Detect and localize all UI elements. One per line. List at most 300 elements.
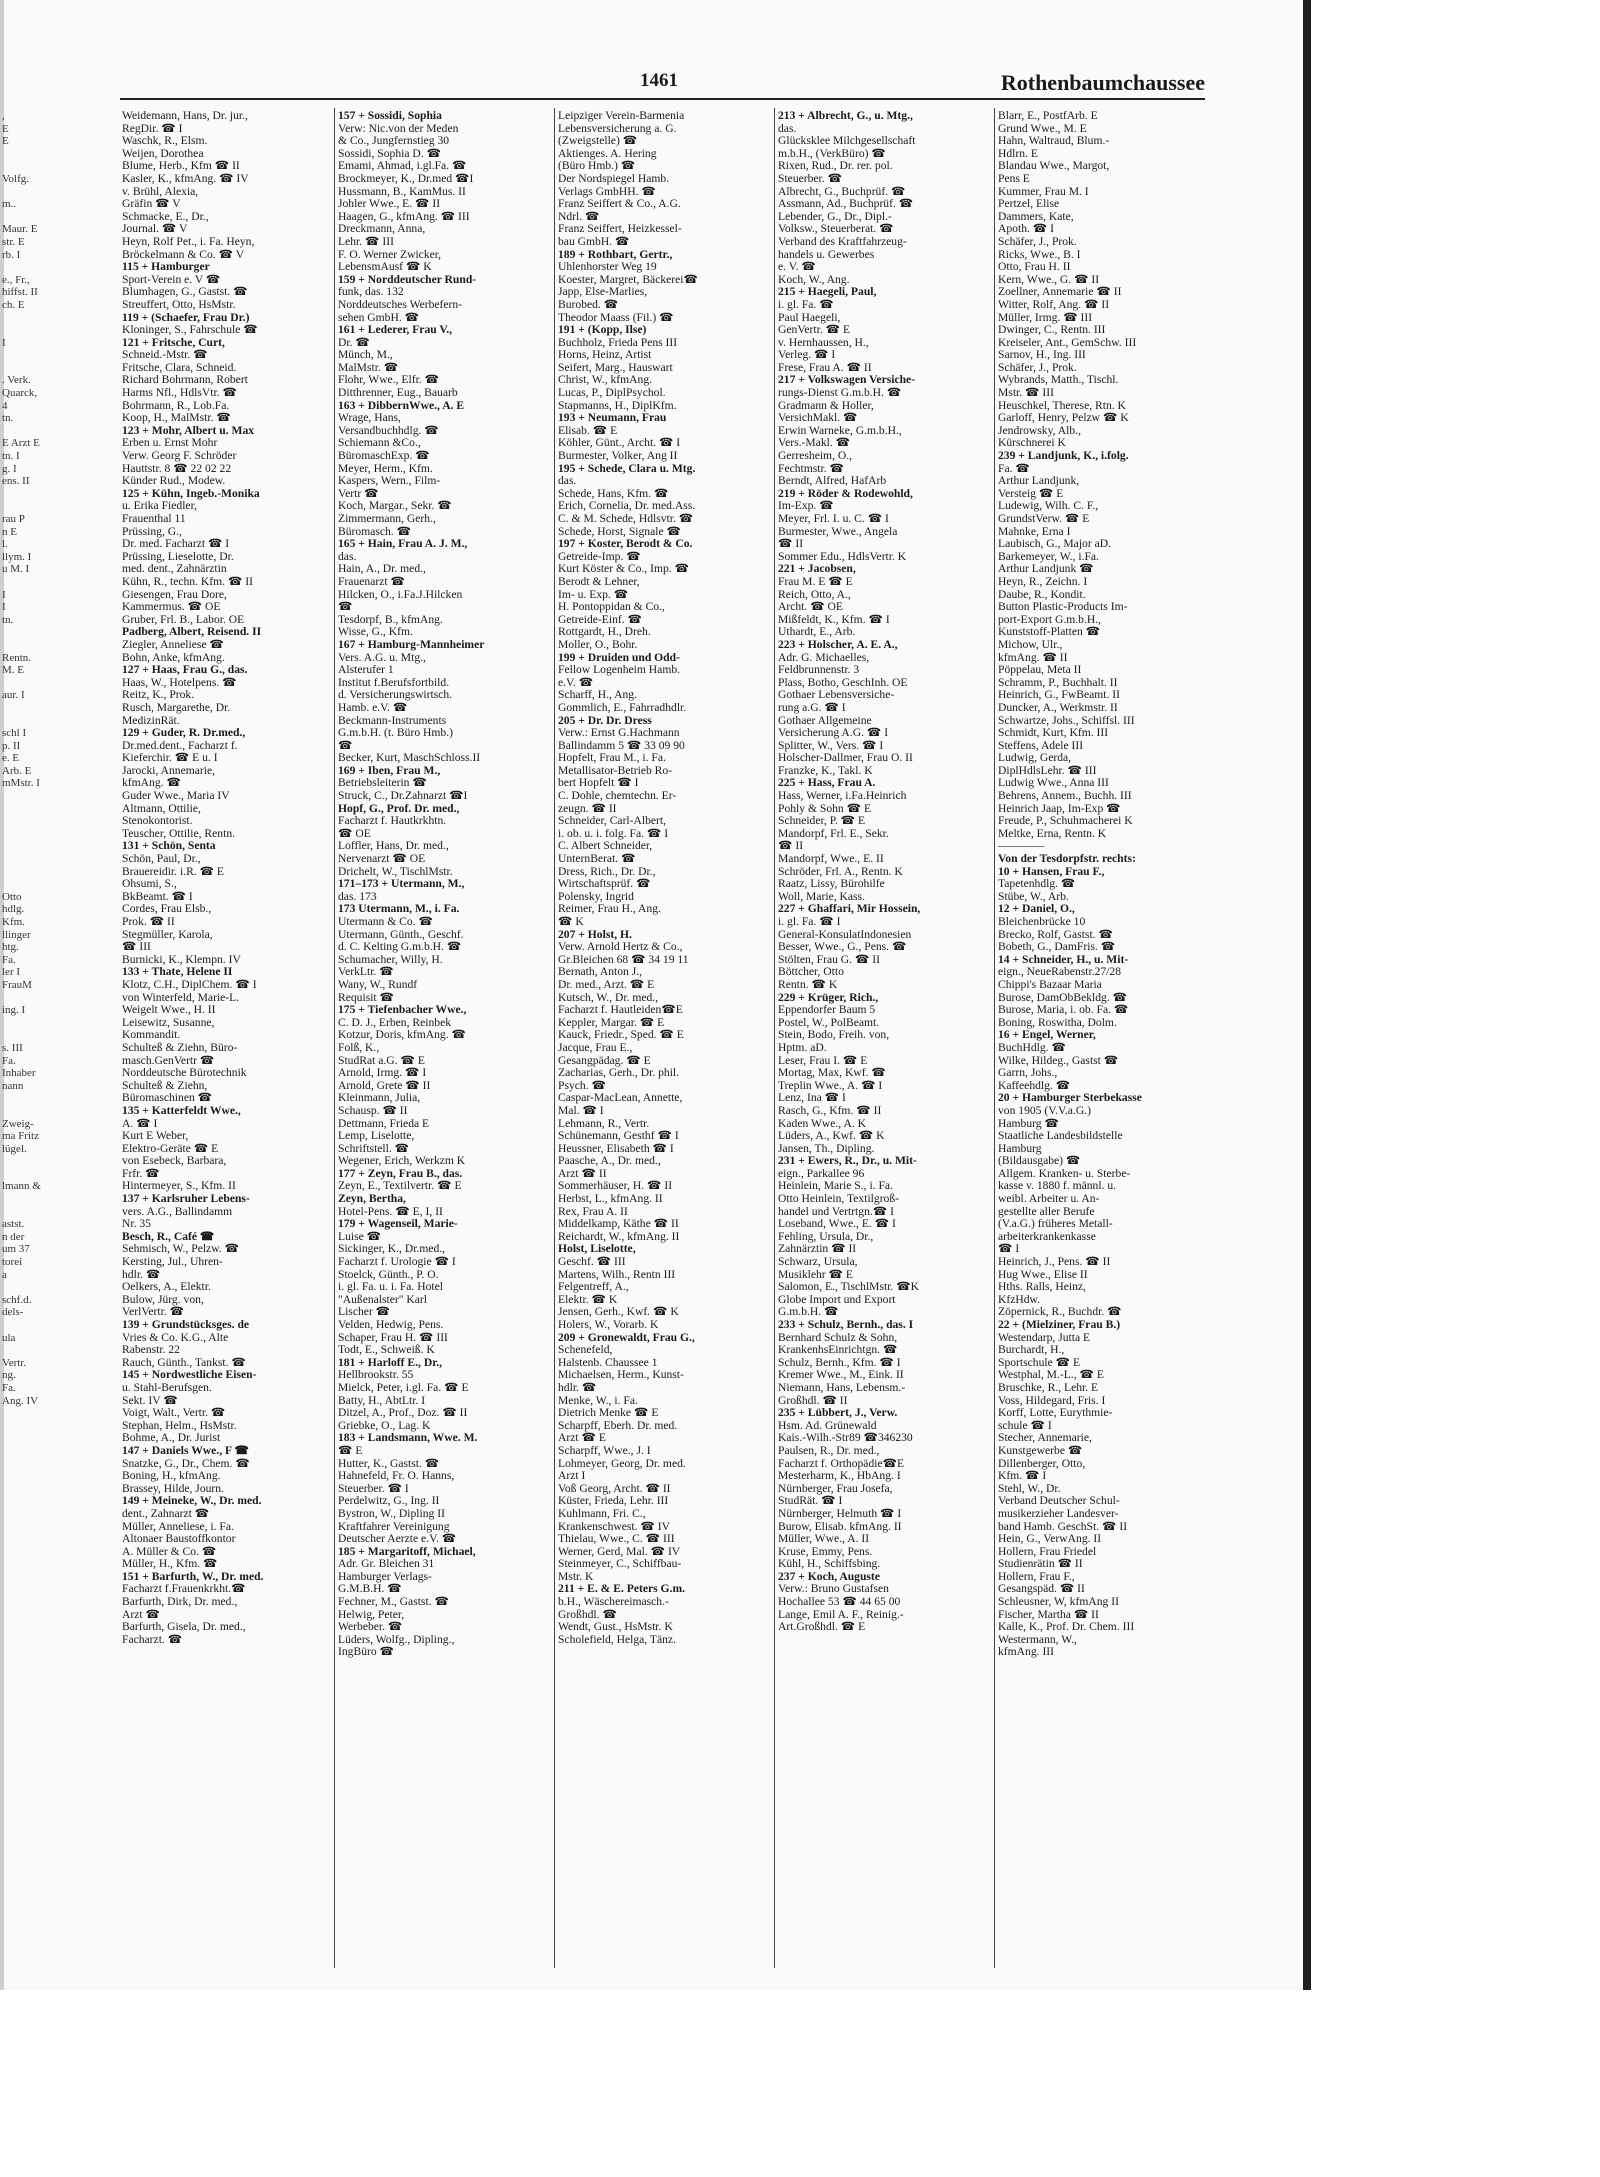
directory-entry: eign., NeueRabenstr.27/28 [998,966,1121,979]
directory-entry: Kühl, H., Schiffsbing. [778,1558,881,1571]
directory-entry: Scharff, H., Ang. [558,689,637,702]
directory-entry: Bohrmann, R., Lob.Fa. [122,399,230,412]
edge-fragment: s. III [2,1041,23,1054]
directory-entry: Mandorpf, Wwe., E. II [778,853,884,866]
directory-entry: Zeyn, Bertha, [338,1193,406,1206]
directory-entry: Schede, Hans, Kfm. ☎ [558,487,669,500]
column-3 [558,110,770,1980]
directory-entry: Versteig ☎ E [998,487,1064,500]
directory-entry: 14 + Schneider, H., u. Mit- [998,953,1129,966]
directory-entry: Brassey, Hilde, Journ. [122,1482,224,1495]
directory-entry: 165 + Hain, Frau A. J. M., [338,538,468,551]
directory-entry: Besser, Wwe., G., Pens. ☎ [778,941,907,954]
directory-entry: 205 + Dr. Dr. Dress [558,714,652,727]
directory-entry: Chippi's Bazaar Maria [998,978,1102,991]
directory-entry: i. gl. Fa. ☎ I [778,916,841,928]
directory-entry: Arthur Landjunk, [998,475,1080,488]
directory-entry: Freude, P., Schuhmacherei K [998,815,1133,828]
directory-entry: Raatz, Lissy, Bürohilfe [778,878,885,891]
directory-entry: Keppler, Margar. ☎ E [558,1016,665,1029]
directory-entry: 231 + Ewers, R., Dr., u. Mit- [778,1155,917,1168]
edge-fragment [2,1092,56,1105]
edge-fragment: , [2,110,5,122]
edge-fragment [2,261,56,274]
directory-entry: Lange, Emil A. F., Reinig.- [778,1608,904,1621]
directory-entry: Michaelsen, Herm., Kunst- [558,1369,684,1382]
edge-fragment: m.. [2,198,17,211]
edge-fragment [2,1206,56,1219]
directory-entry: Erwin Warneke, G.m.b.H., [778,424,902,437]
directory-entry: Prüssing, Lieselotte, Dr. [122,550,234,563]
directory-entry: 219 + Röder & Rodewohld, [778,487,913,500]
directory-entry: Zimmermann, Gerh., [338,513,436,525]
directory-entry: Snatzke, G., Dr., Chem. ☎ [122,1457,250,1470]
directory-entry: Witter, Rolf, Ang. ☎ II [998,298,1110,311]
edge-fragment: ler I [2,966,21,979]
directory-entry: Verlags GmbHH. ☎ [558,185,656,198]
directory-entry: Steuerber. ☎ [778,172,843,185]
directory-entry: Berndt, Alfred, HafArb [778,475,887,488]
directory-entry: Mortag, Max, Kwf. ☎ [778,1067,886,1080]
directory-entry: Fechtmstr. ☎ [778,462,844,475]
directory-entry: gestellte aller Berufe [998,1205,1095,1218]
directory-entry: Hug Wwe., Elise II [998,1268,1088,1281]
directory-entry: Burchardt, H., [998,1344,1065,1357]
directory-entry: Schulz, Bernh., Kfm. ☎ I [778,1356,901,1369]
edge-fragment [2,312,56,325]
directory-entry: Hahn, Waltraud, Blum.- [998,135,1110,148]
directory-entry: ☎ I [998,1243,1020,1256]
directory-entry: Verleg. ☎ I [778,349,836,362]
directory-entry: 235 + Lübbert, J., Verw. [778,1407,898,1420]
directory-entry: Koch, W., Ang. [778,273,850,286]
directory-entry: Müller, Irmg. ☎ III [998,311,1093,324]
directory-entry: 171–173 + Utermann, M., [338,878,465,891]
directory-entry: Loseband, Wwe., E. ☎ I [778,1218,896,1231]
directory-entry: 211 + E. & E. Peters G.m. [558,1583,686,1596]
directory-entry: Schünemann, Gesthf ☎ I [558,1130,679,1143]
directory-entry: vers. A.G., Ballindamm [122,1205,233,1218]
directory-entry: Vers.-Makl. ☎ [778,437,851,450]
directory-entry: ☎ II [778,840,804,853]
edge-fragment: Ang. IV [2,1394,39,1407]
directory-entry: C. D. J., Erben, Reinbek [338,1016,452,1029]
directory-entry: Middelkamp, Käthe ☎ II [558,1218,679,1231]
directory-entry: Prok. ☎ II [122,916,175,928]
directory-entry: 163 + DibbernWwe., A. E [338,399,465,412]
directory-entry: Heinrich, J., Pens. ☎ II [998,1256,1111,1269]
directory-entry: 223 + Holscher, A. E. A., [778,638,898,651]
directory-entry: Schmidt, Kurt, Kfm. III [998,727,1109,740]
edge-fragment: Fa. [2,1054,16,1067]
directory-entry: 199 + Druiden und Odd- [558,651,680,664]
directory-entry: 22 + (Mielziner, Frau B.) [998,1319,1121,1331]
directory-entry: Oelkers, A., Elektr. [122,1281,211,1294]
directory-entry: Batty, H., AbtLtr. I [338,1394,426,1407]
directory-entry: Frauenthal 11 [122,513,186,525]
edge-fragment: ng. [2,1369,16,1382]
directory-entry: sehen GmbH. ☎ [338,311,420,324]
directory-entry: 209 + Gronewaldt, Frau G., [558,1331,695,1344]
directory-entry: kfmAng. ☎ [122,777,181,790]
directory-entry: med. dent., Zahnärztin [122,563,227,576]
directory-entry: Blarr, E., PostfArb. E [998,110,1098,122]
directory-entry: Schmacke, E., Dr., [122,210,209,223]
directory-entry: Martens, Wilh., Rentn III [558,1268,676,1281]
directory-entry: Staatliche Landesbildstelle [998,1130,1123,1143]
directory-entry: Vertr ☎ [338,487,379,500]
directory-entry: Heuschkel, Therese, Rtn. K [998,399,1126,412]
directory-entry: Wilke, Hildeg., Gastst ☎ [998,1054,1119,1067]
directory-entry: Brecko, Rolf, Gastst. ☎ [998,928,1113,941]
directory-entry: Lohmeyer, Georg, Dr. med. [558,1457,686,1470]
directory-entry: Weigelt Wwe., H. II [122,1004,216,1017]
directory-entry: Brockmeyer, K., Dr.med ☎I [338,172,474,185]
directory-entry: 237 + Koch, Auguste [778,1570,880,1583]
directory-entry: Dwinger, C., Rentn. III [998,324,1106,337]
directory-entry: & Co., Jungfernstieg 30 [338,135,450,148]
edge-fragment [2,186,56,199]
directory-entry: Kraftfahrer Vereinigung [338,1520,450,1533]
edge-fragment [2,878,56,891]
edge-fragment: I [2,601,6,614]
edge-fragment: FrauM [2,978,32,991]
directory-entry: Burmester, Volker, Ang II [558,450,678,463]
directory-entry: 127 + Haas, Frau G., das. [122,664,248,677]
directory-entry: Korff, Lotte, Eurythmie- [998,1407,1113,1420]
directory-entry: ☎ OE [338,827,371,840]
directory-entry: Bernhard Schulz & Sohn, [778,1331,898,1344]
directory-entry: Lüders, Wolfg., Dipling., [338,1633,455,1646]
directory-entry: von 1905 (V.V.a.G.) [998,1104,1091,1117]
directory-entry: Padberg, Albert, Reisend. II [122,626,262,639]
directory-entry: 217 + Volkswagen Versiche- [778,374,916,387]
directory-entry: Schleusner, W, kfmAng II [998,1596,1119,1609]
directory-entry: Dettmann, Frieda E [338,1117,430,1130]
directory-entry: Verband Deutscher Schul- [998,1495,1120,1508]
directory-entry: Koester, Margret, Bäckerei☎ [558,273,698,286]
edge-fragment: e. E [2,752,20,765]
directory-entry: 207 + Holst, H. [558,928,632,941]
directory-entry: Wrage, Hans, [338,412,401,425]
directory-entry: Erich, Cornelia, Dr. med.Ass. [558,500,696,513]
directory-entry: KrankenhsEinrichtgn. ☎ [778,1344,898,1357]
directory-entry: G.m.b.H. ☎ [778,1306,839,1319]
directory-entry: Heinlein, Marie S., i. Fa. [778,1180,893,1193]
directory-entry: rung a.G. ☎ I [778,701,846,714]
directory-entry: Hamburger Verlags- [338,1570,432,1583]
directory-entry: Hellbrookstr. 55 [338,1369,414,1382]
directory-entry: Schaper, Frau H. ☎ III [338,1331,448,1344]
directory-entry: Kais.-Wilh.-Str89 ☎346230 [778,1432,913,1445]
directory-entry: 227 + Ghaffari, Mir Hossein, [778,903,921,916]
directory-entry: Westermann, W., [998,1633,1077,1646]
directory-entry: Fritsche, Clara, Schneid. [122,361,237,374]
directory-entry: 229 + Krüger, Rich., [778,991,879,1004]
directory-entry: Im- u. Exp. ☎ [558,588,629,601]
directory-entry: Todt, E., Schweiß. K [338,1344,435,1357]
edge-fragment [2,500,56,513]
directory-entry: VerlVertr. ☎ [122,1306,185,1319]
directory-entry: Loffler, Hans, Dr. med., [338,840,449,853]
directory-entry: Hain, A., Dr. med., [338,563,426,576]
directory-entry: Guder Wwe., Maria IV [122,790,230,803]
edge-fragment: E [2,135,9,148]
directory-entry: Wegener, Erich, Werkzm K [338,1155,466,1168]
edge-fragment: ma Fritz [2,1130,39,1143]
directory-entry: Barfurth, Gisela, Dr. med., [122,1621,246,1634]
directory-entry: Hussmann, B., KamMus. II [338,185,466,198]
directory-entry: Plass, Botho, GeschInh. OE [778,676,908,689]
directory-entry: Stein, Bodo, Freih. von, [778,1029,890,1042]
edge-fragment: hiffst. II [2,286,38,299]
directory-entry: 135 + Katterfeldt Wwe., [122,1104,241,1117]
edge-fragment: Maur. E [2,223,38,236]
directory-entry: Globe Import und Export [778,1293,896,1306]
directory-entry: Meyer, Frl. I. u. C. ☎ I [778,513,889,525]
directory-entry: Elisab. ☎ E [558,424,618,437]
directory-entry: C. & M. Schede, Hdlsvtr. ☎ [558,513,694,525]
directory-entry: Arnold, Irmg. ☎ I [338,1067,427,1080]
directory-entry: Holers, W., Vorarb. K [558,1319,659,1331]
directory-entry: e.V. ☎ [558,676,594,689]
directory-entry: 191 + (Kopp, Ilse) [558,324,647,337]
directory-entry: Griebke, O., Lag. K [338,1419,431,1432]
directory-entry: u. Erika Fiedler, [122,500,197,513]
directory-entry: Caspar-MacLean, Annette, [558,1092,683,1105]
directory-entry: Rixen, Rud., Dr. rer. pol. [778,160,893,173]
directory-entry: G.m.b.H. (t. Büro Hmb.) [338,727,453,740]
directory-entry: Holscher-Dallmer, Frau O. II [778,752,913,765]
directory-entry: Behrens, Annem., Buchh. III [998,790,1132,803]
directory-entry: Waschk, R., Elsm. [122,135,208,148]
directory-entry: Heyn, R., Zeichn. I [998,575,1088,588]
edge-fragment: mMstr. I [2,777,40,790]
directory-entry: Stübe, W., Arb. [998,890,1069,903]
directory-entry: Kühn, R., techn. Kfm. ☎ II [122,575,254,588]
directory-entry: Feldbrunnenstr. 3 [778,664,860,677]
edge-fragment [2,1168,56,1181]
directory-entry: Meyer, Herm., Kfm. [338,462,433,475]
directory-entry: Kurt E Weber, [122,1130,189,1143]
directory-entry: 213 + Albrecht, G., u. Mtg., [778,110,913,122]
directory-entry: Hochallee 53 ☎ 44 65 00 [778,1596,901,1609]
directory-entry: Ditzel, A., Prof., Doz. ☎ II [338,1407,468,1420]
edge-fragment: llinger [2,928,31,941]
directory-entry: 157 + Sossidi, Sophia [338,110,442,122]
directory-entry: Leipziger Verein-Barmenia [558,110,685,122]
directory-entry: Zacharias, Gerh., Dr. phil. [558,1067,680,1080]
directory-entry: Hauttstr. 8 ☎ 22 02 22 [122,462,232,475]
directory-entry: Kotzur, Doris, kfmAng. ☎ [338,1029,466,1042]
directory-entry: Kunststoff-Platten ☎ [998,626,1101,639]
directory-entry: Michow, Ulr., [998,638,1063,651]
edge-fragment [2,1017,56,1030]
directory-entry: Arnold, Grete ☎ II [338,1079,431,1092]
directory-entry: Rasch, G., Kfm. ☎ II [778,1104,882,1117]
directory-entry: 139 + Grundstücksges. de [122,1319,250,1331]
directory-entry: Stapmanns, H., DiplKfm. [558,399,677,412]
directory-entry: Teuscher, Ottilie, Rentn. [122,827,236,840]
directory-entry: Schriftstell. ☎ [338,1142,410,1155]
directory-entry: 121 + Fritsche, Curt, [122,336,225,349]
directory-entry: Beckmann-Instruments [338,714,447,727]
directory-entry: ☎ E [338,1444,363,1457]
directory-entry: Haagen, G., kfmAng. ☎ III [338,210,470,223]
column-2 [338,110,550,1980]
directory-entry: Gradmann & Holler, [778,399,874,412]
directory-entry: v. Hernhaussen, H., [778,336,869,349]
directory-entry: ☎ III [122,941,151,954]
directory-entry: Bruschke, R., Lehr. E [998,1381,1099,1394]
directory-entry: Postel, W., PolBeamt. [778,1016,880,1029]
directory-entry: Mandorpf, Frl. E., Sekr. [778,827,889,840]
directory-entry: Werbeber. ☎ [338,1621,403,1634]
directory-entry: C. Albert Schneider, [558,840,653,853]
directory-entry: Allgem. Kranken- u. Sterbe- [998,1167,1131,1180]
directory-entry: Burose, DamObBekldg. ☎ [998,991,1128,1004]
directory-entry: Dress, Rich., Dr. Dr., [558,865,656,878]
directory-entry: Volksw., Steuerberat. ☎ [778,223,894,236]
directory-entry: Schäfer, J., Prok. [998,361,1077,374]
edge-fragment: lmann & [2,1180,41,1193]
directory-entry: 169 + Iben, Frau M., [338,764,441,777]
directory-entry: Kremer Wwe., M., Eink. II [778,1369,904,1382]
directory-entry: Holst, Liselotte, [558,1243,636,1256]
directory-entry: Arzt ☎ II [558,1167,607,1180]
directory-entry: 129 + Guder, R. Dr.med., [122,727,246,740]
directory-entry: Müller, Wwe., A. II [778,1533,870,1546]
directory-entry: arbeiterkrankenkasse [998,1230,1096,1243]
directory-entry: Hahnefeld, Fr. O. Hanns, [338,1470,455,1483]
directory-entry: Tapetenhdlg. ☎ [998,878,1076,891]
directory-entry: Schramm, P., Buchhalt. II [998,676,1118,689]
directory-entry: Gruber, Frl. B., Labor. OE [122,613,245,626]
directory-entry: dent., Zahnarzt ☎ [122,1507,210,1520]
directory-entry: Voss, Hildegard, Fris. I [998,1394,1106,1407]
edge-fragment [2,803,56,816]
directory-entry: Hopf, G., Prof. Dr. med., [338,802,460,815]
directory-entry: Blumhagen, G., Gastst. ☎ [122,286,248,299]
directory-entry: Felgentreff, A., [558,1281,629,1294]
directory-entry: Herbst, L., kfmAng. II [558,1193,663,1206]
edge-fragment [2,488,56,501]
directory-entry: Jendrowsky, Alb., [998,424,1081,437]
edge-fragment: g. I [2,462,17,475]
directory-entry: Lehr. ☎ III [338,235,394,248]
directory-entry: Requisit ☎ [338,991,394,1004]
directory-entry: 189 + Rothbart, Gertr., [558,248,673,261]
directory-entry: Bulow, Jürg. von, [122,1293,204,1306]
directory-entry: Schön, Paul, Dr., [122,853,201,866]
directory-entry: Art.Großhdl. ☎ E [778,1621,866,1634]
directory-entry: VerkLtr. ☎ [338,966,394,979]
directory-entry: von Esebeck, Barbara, [122,1155,227,1168]
directory-entry: 197 + Koster, Berodt & Co. [558,538,693,551]
directory-entry: Von der Tesdorpfstr. rechts: [998,853,1136,866]
directory-entry: Voigt, Walt., Vertr. ☎ [122,1407,226,1420]
directory-entry: Sickinger, K., Dr.med., [338,1243,446,1256]
directory-entry: Hass, Werner, i.Fa.Heinrich [778,790,907,803]
directory-entry: Fechner, M., Gastst. ☎ [338,1596,449,1609]
directory-entry: Betriebsleiterin ☎ [338,777,427,790]
edge-fragment [2,1105,56,1118]
directory-entry: von Winterfeld, Marie-L. [122,991,240,1004]
directory-entry: Schiemann &Co., [338,437,421,450]
directory-entry: Helwig, Peter, [338,1608,405,1621]
directory-entry: e. V. ☎ [778,261,816,274]
directory-entry: Mstr. ☎ III [998,387,1054,400]
directory-entry: 16 + Engel, Werner, [998,1029,1096,1042]
directory-entry: Studienrätin ☎ II [998,1558,1083,1571]
edge-fragment: Arb. E [2,764,32,777]
directory-entry: RegDir. ☎ I [122,122,183,135]
directory-entry: (Zweigstelle) ☎ [558,135,638,148]
directory-entry: Stegmüller, Karola, [122,928,213,941]
directory-entry: Scharpff, Wwe., J. I [558,1444,651,1457]
directory-entry: b.H., Wäschereimasch.- [558,1596,669,1609]
directory-entry: Kieferchir. ☎ E u. I [122,752,218,765]
edge-fragment: dels- [2,1306,24,1319]
directory-entry: Bohme, A., Dr. Jurist [122,1432,221,1445]
directory-entry: Steuerber. ☎ I [338,1482,409,1495]
directory-entry: Versandbuchhdlg. ☎ [338,424,439,437]
edge-fragment [2,1344,56,1357]
edge-fragment: I [2,588,6,601]
directory-entry: Norddeutsches Werbefern- [338,298,463,311]
directory-entry: 159 + Norddeutscher Rund- [338,273,477,286]
directory-entry: das. [558,475,577,488]
directory-entry: Schulteß & Ziehn, [122,1079,208,1092]
directory-entry: 167 + Hamburg-Mannheimer [338,638,485,651]
edge-fragment: htg. [2,941,19,954]
directory-entry: ———— [998,840,1045,853]
edge-fragment: I [2,336,6,349]
directory-entry: Hein, G., VerwAng. II [998,1533,1102,1546]
directory-entry: d. Versicherungswirtsch. [338,689,453,702]
directory-entry: Dietrich Menke ☎ E [558,1407,659,1420]
directory-entry: Leser, Frau I. ☎ E [778,1054,868,1067]
directory-entry: Hollern, Frau F., [998,1570,1075,1583]
directory-entry: Eppendorfer Baum 5 [778,1004,876,1017]
edge-fragment: rau P [2,513,25,525]
directory-entry: Hths. Ralls, Heinz, [998,1281,1086,1294]
directory-entry: funk, das. 132 [338,286,404,299]
directory-entry: Cordes, Frau Elsb., [122,903,212,916]
directory-entry: Hopfelt, Frau M., i. Fa. [558,752,666,765]
directory-entry: Reimer, Frau H., Ang. [558,903,661,916]
edge-fragment [2,639,56,652]
directory-entry: Facharzt f.Frauenkrkht.☎ [122,1583,246,1596]
edge-fragment: Vertr. [2,1356,27,1369]
edge-fragment: astst. [2,1218,25,1231]
directory-entry: 147 + Daniels Wwe., F ☎ [122,1444,249,1457]
directory-entry: 12 + Daniel, O., [998,903,1075,916]
directory-entry: Japp, Else-Marlies, [558,286,648,299]
directory-entry: ☎ II [778,538,804,551]
directory-entry: Verw.: Ernst G.Hachmann [558,727,680,740]
directory-entry: Böttcher, Otto [778,966,844,979]
directory-entry: Mesterharm, K., HbAng. I [778,1470,901,1483]
directory-entry: 177 + Zeyn, Frau B., das. [338,1167,463,1180]
directory-entry: MalMstr. ☎ [338,361,399,374]
directory-entry: Fellow Logenheim Hamb. [558,664,681,677]
directory-entry: d. C. Kelting G.m.b.H. ☎ [338,941,462,954]
directory-entry: Büromasch. ☎ [338,525,412,538]
directory-entry: 215 + Haegeli, Paul, [778,286,877,299]
directory-entry: Woll, Marie, Kass. [778,890,865,903]
directory-entry: Arthur Landjunk ☎ [998,563,1094,576]
